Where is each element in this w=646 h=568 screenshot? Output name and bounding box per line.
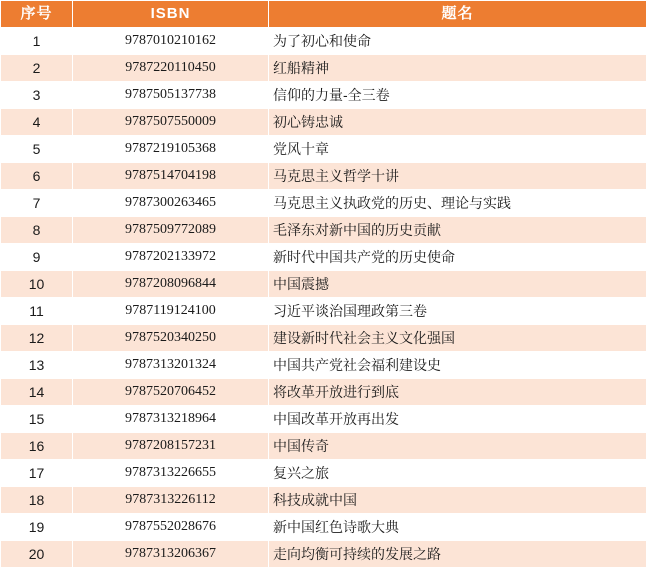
cell-sequence: 8 xyxy=(1,217,73,244)
cell-sequence: 11 xyxy=(1,298,73,325)
cell-title: 初心铸忠诚 xyxy=(269,109,646,136)
cell-title: 中国共产党社会福利建设史 xyxy=(269,352,646,379)
cell-isbn: 9787514704198 xyxy=(73,163,269,190)
cell-title: 党风十章 xyxy=(269,136,646,163)
cell-sequence: 7 xyxy=(1,190,73,217)
cell-title: 马克思主义哲学十讲 xyxy=(269,163,646,190)
table-header-row xyxy=(1,1,646,28)
cell-title: 新中国红色诗歌大典 xyxy=(269,514,646,541)
cell-sequence: 13 xyxy=(1,352,73,379)
cell-title: 走向均衡可持续的发展之路 xyxy=(269,541,646,568)
cell-title: 科技成就中国 xyxy=(269,487,646,514)
table-row xyxy=(1,190,646,217)
cell-isbn: 9787520340250 xyxy=(73,325,269,352)
table-header xyxy=(1,1,646,28)
cell-isbn: 9787208157231 xyxy=(73,433,269,460)
cell-isbn: 9787208096844 xyxy=(73,271,269,298)
cell-sequence: 9 xyxy=(1,244,73,271)
cell-isbn: 9787552028676 xyxy=(73,514,269,541)
table-row xyxy=(1,136,646,163)
cell-sequence: 12 xyxy=(1,325,73,352)
cell-isbn: 9787219105368 xyxy=(73,136,269,163)
column-header-sequence: 序号 xyxy=(1,1,73,28)
table-row xyxy=(1,109,646,136)
cell-title: 中国改革开放再出发 xyxy=(269,406,646,433)
cell-isbn: 9787202133972 xyxy=(73,244,269,271)
table-row xyxy=(1,325,646,352)
table-row xyxy=(1,514,646,541)
cell-isbn: 9787313226655 xyxy=(73,460,269,487)
cell-title: 信仰的力量-全三卷 xyxy=(269,82,646,109)
cell-isbn: 9787313218964 xyxy=(73,406,269,433)
cell-sequence: 16 xyxy=(1,433,73,460)
cell-isbn: 9787119124100 xyxy=(73,298,269,325)
cell-isbn: 9787313226112 xyxy=(73,487,269,514)
column-header-title: 题名 xyxy=(269,1,646,28)
cell-sequence: 15 xyxy=(1,406,73,433)
cell-title: 将改革开放进行到底 xyxy=(269,379,646,406)
table-row xyxy=(1,244,646,271)
table-row xyxy=(1,82,646,109)
cell-isbn: 9787520706452 xyxy=(73,379,269,406)
column-header-isbn: ISBN xyxy=(73,1,269,28)
cell-isbn: 9787010210162 xyxy=(73,28,269,55)
cell-title: 新时代中国共产党的历史使命 xyxy=(269,244,646,271)
table-row xyxy=(1,55,646,82)
table-row xyxy=(1,163,646,190)
cell-title: 为了初心和使命 xyxy=(269,28,646,55)
cell-title: 中国震撼 xyxy=(269,271,646,298)
table-row xyxy=(1,379,646,406)
table-row xyxy=(1,28,646,55)
table-row xyxy=(1,217,646,244)
cell-sequence: 6 xyxy=(1,163,73,190)
cell-sequence: 20 xyxy=(1,541,73,568)
cell-isbn: 9787509772089 xyxy=(73,217,269,244)
cell-sequence: 1 xyxy=(1,28,73,55)
cell-sequence: 19 xyxy=(1,514,73,541)
cell-title: 红船精神 xyxy=(269,55,646,82)
cell-isbn: 9787505137738 xyxy=(73,82,269,109)
table-row xyxy=(1,352,646,379)
cell-title: 马克思主义执政党的历史、理论与实践 xyxy=(269,190,646,217)
cell-sequence: 3 xyxy=(1,82,73,109)
cell-sequence: 2 xyxy=(1,55,73,82)
cell-sequence: 10 xyxy=(1,271,73,298)
cell-title: 中国传奇 xyxy=(269,433,646,460)
table-row xyxy=(1,406,646,433)
table-row xyxy=(1,298,646,325)
cell-sequence: 14 xyxy=(1,379,73,406)
cell-isbn: 9787507550009 xyxy=(73,109,269,136)
table-row xyxy=(1,433,646,460)
cell-sequence: 18 xyxy=(1,487,73,514)
cell-sequence: 4 xyxy=(1,109,73,136)
cell-sequence: 17 xyxy=(1,460,73,487)
table-row xyxy=(1,487,646,514)
table-row xyxy=(1,541,646,568)
cell-isbn: 9787220110450 xyxy=(73,55,269,82)
table-row xyxy=(1,271,646,298)
table-body xyxy=(1,28,646,568)
table-row xyxy=(1,460,646,487)
cell-title: 复兴之旅 xyxy=(269,460,646,487)
cell-title: 建设新时代社会主义文化强国 xyxy=(269,325,646,352)
cell-title: 习近平谈治国理政第三卷 xyxy=(269,298,646,325)
cell-sequence: 5 xyxy=(1,136,73,163)
cell-isbn: 9787313206367 xyxy=(73,541,269,568)
cell-isbn: 9787300263465 xyxy=(73,190,269,217)
cell-isbn: 9787313201324 xyxy=(73,352,269,379)
cell-title: 毛泽东对新中国的历史贡献 xyxy=(269,217,646,244)
